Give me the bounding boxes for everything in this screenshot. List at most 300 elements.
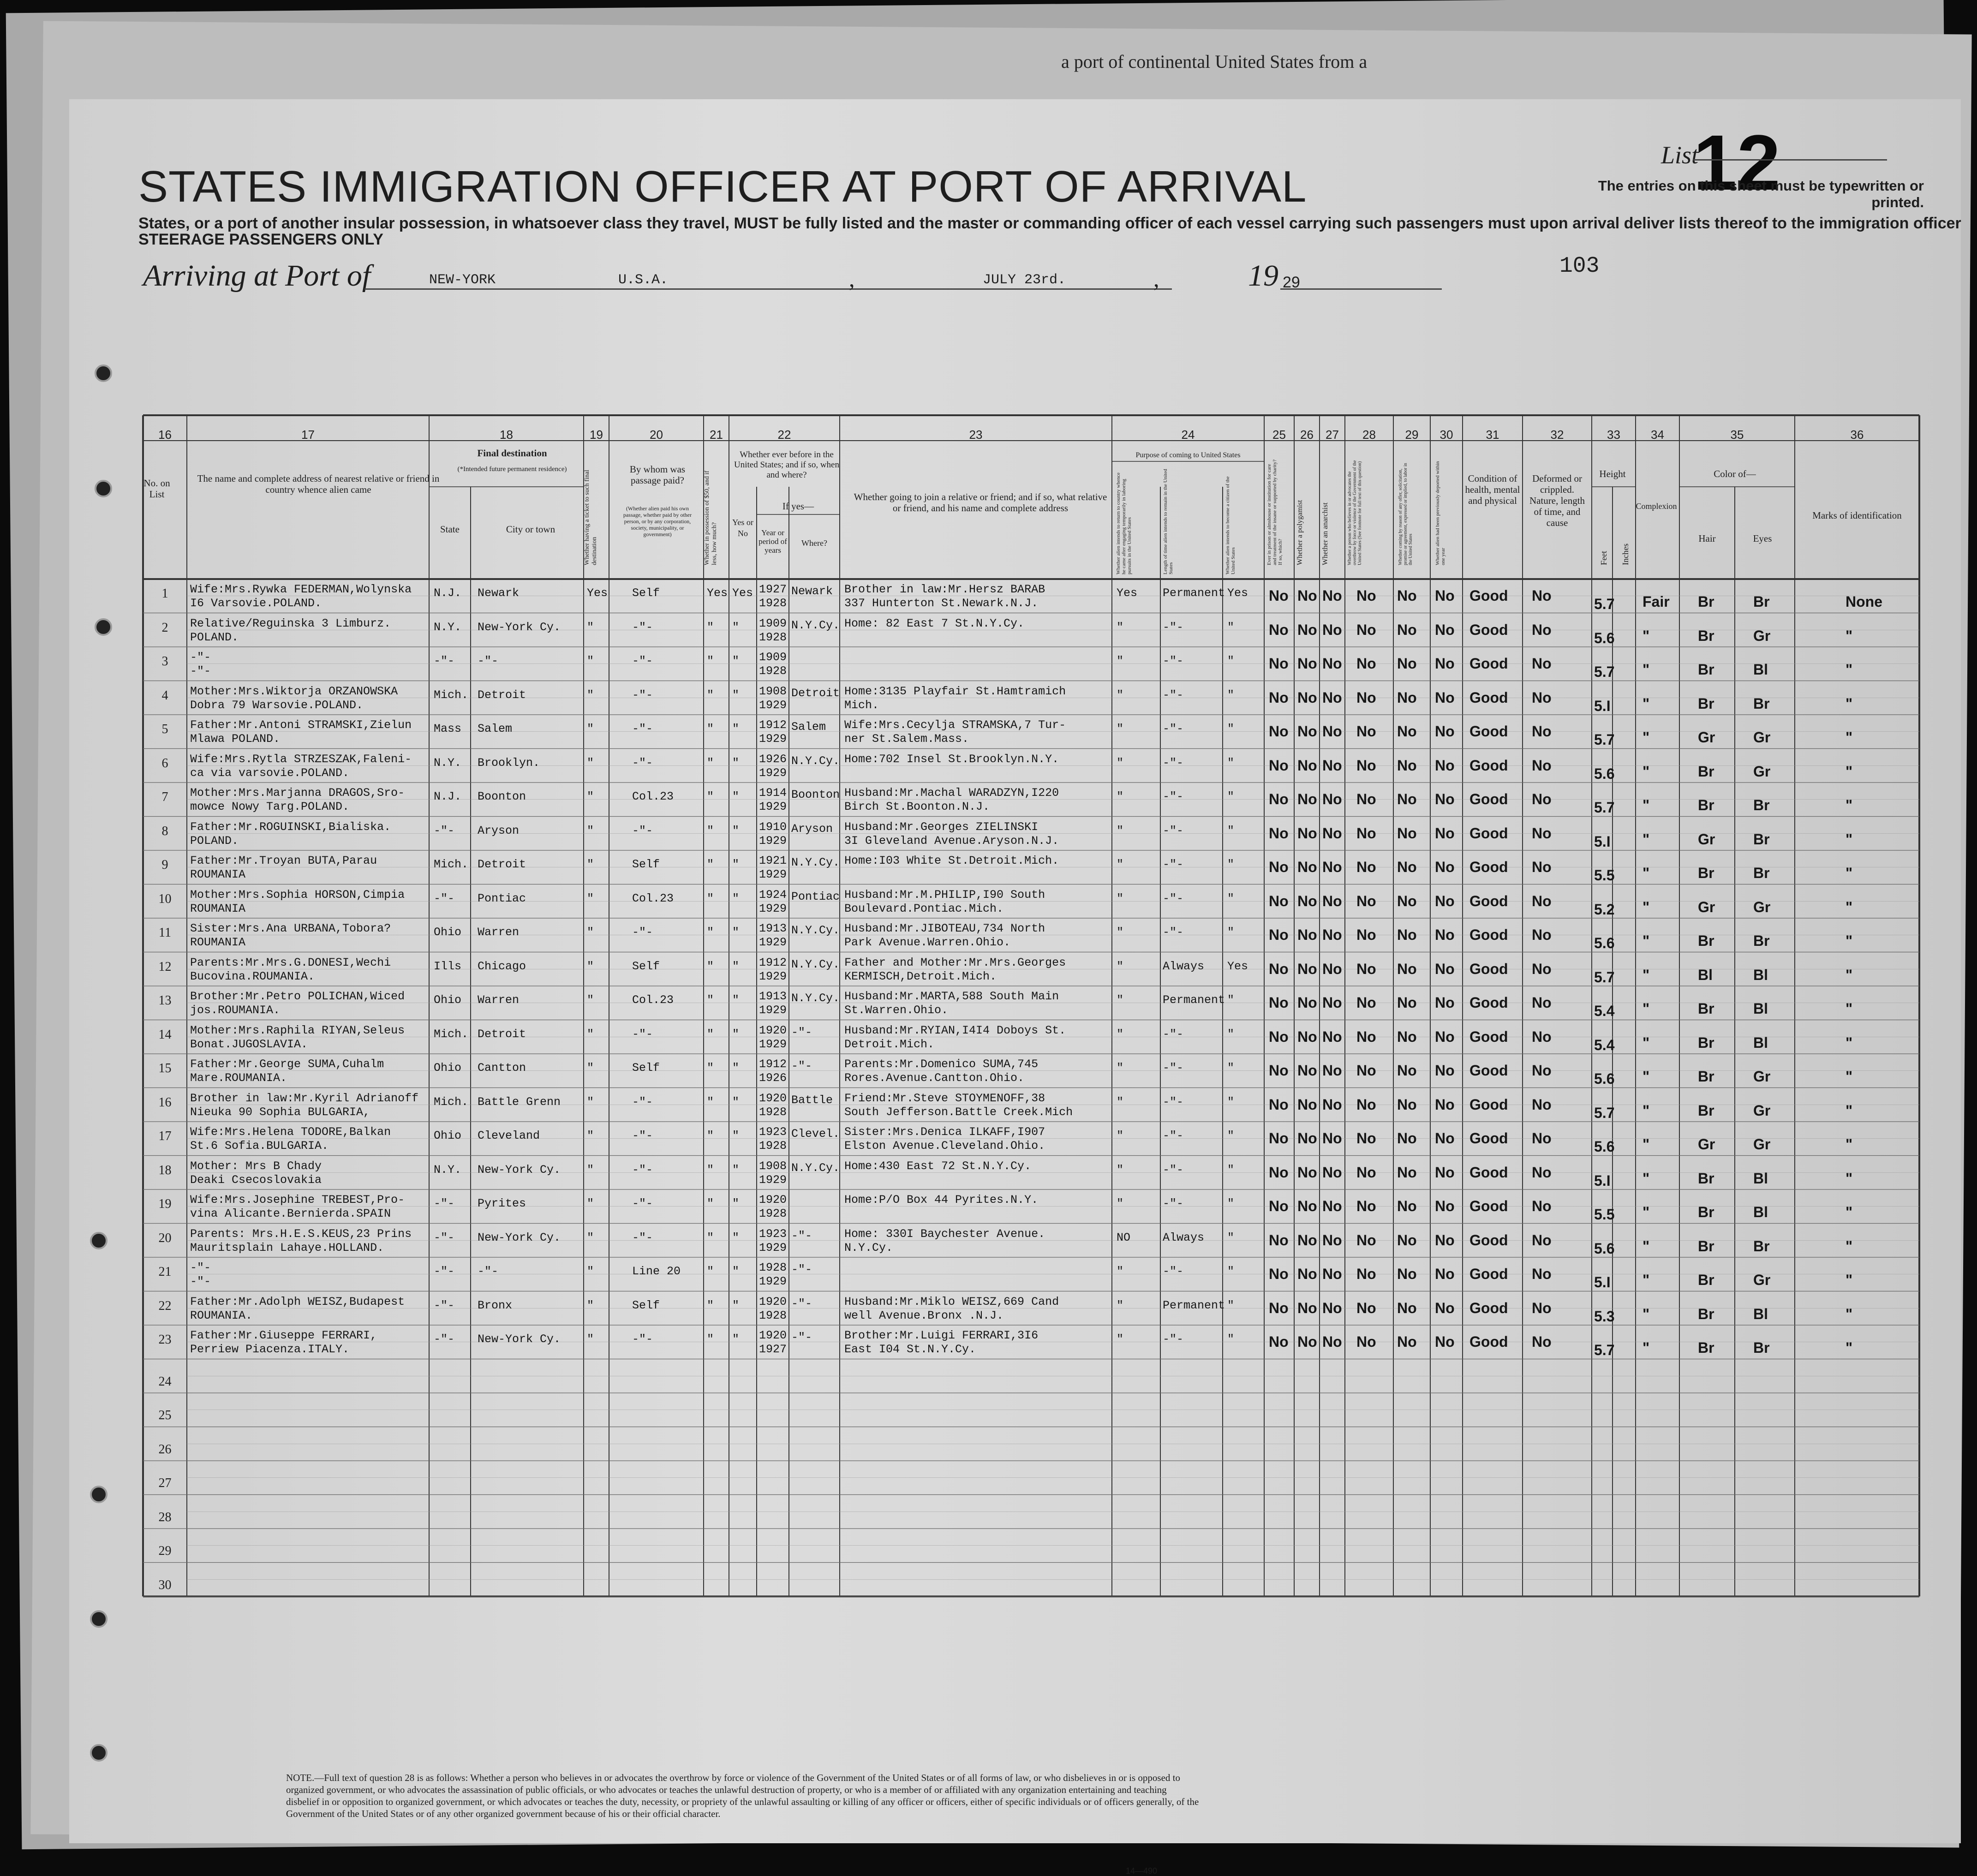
where-cell: N.Y.Cy.	[791, 924, 840, 937]
hair-cell: Br	[1698, 661, 1714, 678]
marks-cell: "	[1846, 1170, 1853, 1187]
answer-c25: No	[1269, 892, 1289, 909]
purpose-return-cell: "	[1117, 756, 1124, 770]
answer-c29: No	[1397, 1333, 1417, 1350]
years-cell: 1926	[759, 1071, 787, 1085]
header-height: Height	[1599, 468, 1626, 479]
joining-cell: Friend:Mr.Steve STOYMENOFF,38	[844, 1091, 1045, 1105]
row-number: 23	[158, 1332, 172, 1347]
relative-address: Mother:Mrs.Sophia HORSON,Cimpia	[190, 888, 405, 902]
purpose-citizen-cell: Yes	[1227, 586, 1248, 600]
purpose-length-cell: -"-	[1163, 790, 1184, 803]
fifty-dollars-cell: "	[707, 1095, 714, 1109]
relative-address: Parents:Mr.Mrs.G.DONESI,Wechi	[190, 956, 391, 969]
answer-c29: No	[1397, 791, 1417, 807]
column-number: 35	[1730, 428, 1744, 442]
joining-cell: Husband:Mr.JIBOTEAU,734 North	[844, 922, 1045, 935]
column-number: 18	[500, 428, 513, 442]
fifty-dollars-cell: "	[707, 654, 714, 668]
years-cell: 1927	[759, 583, 787, 596]
years-cell: 1929	[759, 1275, 787, 1288]
passage-paid-cell: Self	[632, 959, 660, 973]
answer-c26: No	[1297, 1266, 1317, 1282]
deformed-cell: No	[1532, 960, 1552, 977]
passage-paid-cell: Col.23	[632, 891, 674, 905]
state-cell: N.J.	[434, 586, 462, 600]
where-cell: -"-	[791, 1059, 812, 1073]
header-final-destination: Final destination	[477, 448, 547, 459]
answer-c29: No	[1397, 1130, 1417, 1147]
relative-address: I6 Varsovie.POLAND.	[190, 597, 322, 610]
state-cell: -"-	[434, 1231, 455, 1244]
deformed-cell: No	[1532, 1198, 1552, 1214]
answer-c30: No	[1435, 655, 1455, 672]
relative-address: Mother:Mrs.Raphila RIYAN,Seleus	[190, 1023, 405, 1037]
city-cell: -"-	[478, 654, 499, 668]
header-ticket: Whether having a ticket to such final destination	[584, 470, 598, 565]
answer-c25: No	[1269, 1299, 1289, 1316]
header-complexion: Complexion	[1636, 502, 1677, 511]
ticket-cell: "	[587, 1095, 594, 1109]
answer-c27: No	[1322, 1231, 1342, 1249]
country-value: U.S.A.	[618, 272, 669, 288]
deformed-cell: No	[1532, 824, 1552, 842]
relative-address: POLAND.	[190, 834, 239, 848]
relative-address: Father:Mr.Adolph WEISZ,Budapest	[190, 1295, 405, 1308]
height-cell: 5.6	[1594, 1240, 1615, 1257]
passage-paid-cell: -"-	[632, 1231, 653, 1244]
complexion-cell: "	[1643, 966, 1650, 983]
ticket-cell: "	[587, 1298, 594, 1312]
purpose-length-cell: -"-	[1163, 1061, 1184, 1075]
purpose-length-cell: -"-	[1163, 1027, 1184, 1041]
ticket-cell: "	[587, 756, 594, 770]
relative-address: Father:Mr.Troyan BUTA,Parau	[190, 854, 377, 867]
relative-address: Dobra 79 Warsovie.POLAND.	[190, 698, 364, 712]
complexion-cell: "	[1643, 1305, 1650, 1322]
height-cell: 5.7	[1594, 968, 1615, 986]
complexion-cell: "	[1643, 1237, 1650, 1255]
answer-c25: No	[1269, 757, 1289, 774]
answer-c26: No	[1297, 1333, 1317, 1350]
marks-cell: "	[1846, 1136, 1853, 1153]
purpose-citizen-cell: "	[1227, 1095, 1235, 1109]
years-cell: 1909	[759, 651, 787, 664]
fifty-dollars-cell: "	[707, 824, 714, 837]
answer-c27: No	[1322, 1062, 1342, 1079]
city-cell: Warren	[478, 993, 520, 1007]
answer-c30: No	[1435, 859, 1455, 875]
passage-paid-cell: -"-	[632, 620, 653, 634]
answer-c28: No	[1356, 1062, 1376, 1079]
marks-cell: "	[1846, 966, 1853, 983]
answer-c26: No	[1297, 1164, 1317, 1181]
row-number: 26	[158, 1442, 172, 1457]
relative-address: Mlawa POLAND.	[190, 732, 281, 746]
health-cell: Good	[1469, 723, 1508, 740]
complexion-cell: "	[1643, 797, 1650, 813]
deformed-cell: No	[1532, 1028, 1552, 1045]
years-cell: 1920	[759, 1091, 787, 1105]
purpose-return-cell: "	[1117, 1061, 1124, 1075]
relative-address: -"-	[190, 1275, 211, 1288]
purpose-length-cell: -"-	[1163, 756, 1184, 770]
header-q28: Whether a person who believes in or advocates the overthrow by force or violence of the Government of the United States (See footnote for full text of this question)	[1347, 460, 1362, 565]
row-number: 20	[158, 1231, 172, 1245]
fifty-dollars-cell: Yes	[707, 586, 728, 600]
ticket-cell: "	[587, 1163, 594, 1177]
ever-before-cell: "	[732, 959, 740, 973]
purpose-citizen-cell: "	[1227, 858, 1235, 871]
list-label: List	[1661, 141, 1699, 169]
header-city: City or town	[506, 524, 555, 535]
years-cell: 1929	[759, 936, 787, 949]
header-state: State	[440, 524, 460, 535]
instruction-line: States, or a port of another insular possession, in whatsoever class they travel, MUST be fully listed and the master or commanding officer of each vessel carrying such passengers must upon arrival deliver lists thereof to the immigration officer	[138, 215, 1961, 232]
where-cell: Pontiac	[791, 890, 840, 903]
answer-c28: No	[1356, 1028, 1376, 1045]
answer-c26: No	[1297, 859, 1317, 875]
years-cell: 1912	[759, 956, 787, 969]
eyes-cell: Gr	[1753, 1068, 1771, 1085]
eyes-cell: Br	[1753, 695, 1770, 712]
column-number: 33	[1607, 428, 1620, 442]
header-ever-before: Whether ever before in the United States; and if so, when and where?	[734, 450, 839, 480]
deformed-cell: No	[1532, 859, 1552, 875]
answer-c25: No	[1269, 1266, 1289, 1282]
answer-c26: No	[1297, 791, 1317, 807]
manifest-sheet: STATES IMMIGRATION OFFICER AT PORT OF ARRIVAL States, or a port of another insular possession, in whatsoever class they travel, MUST be fully listed and the master or commanding officer of each vessel carrying such passengers must upon arrival deliver lists thereof to the immigration officer STEERAGE PASSENGERS ONLY Arriving at Port of NEW-YORK U.S.A. , JULY 23rd. , 19 29 103 List 12 The entries on this sheet must be typewritten or printed. 16 17 18 19 20 21 22 23 24 25 26 27 28 29 30 31 32 33 34 35 36 No. on List The name and complete address of nearest relative or friend in country whence alien came Final destination (*Intended future permanent residence) State City or town Whether having a ticket to such final destination By whom was passage paid? (Whether alien paid his own passage, whether paid by other person, or by any corporation, society, municipality, or government) Whether in possession of $50, and if less, how much? Whether ever before in the United States; and if so, when and where? Yes or No If yes— Year or period of years Where? Whether going to join a relative or friend; and if so, what relative or friend, and his name and complete address Purpose of coming to United States Whether alien intends to return to country whence he came after engaging temporarily in laboring pursuits in the United States Length of time alien intends to remain in the United States Whether alien intends to become a citizen of the United States Ever in prison or almshouse or institution for care and treatment of the insane or supported by charity? If so, which? Whether a polygamist Whether an anarchist Whether a person who believes in or advocates the overthrow by force or violence of the Government of the United States (See footnote for full text of this question) Whether coming by reason of any offer, solicitation, promise or agreement, expressed or implied, to labor in the United States Whether alien had been previously deported within one year Condition of health, mental and physical Deformed or crippled. Nature, length of time, and cause Height Feet Inches Complexion Color of— Hair Eyes Marks of identification 1 Wife:Mrs.Rywka FEDERMAN,Wolynska I6 Varsovie.POLAND. N.J. Newark Yes Self Yes Yes 1927 1928 Newark Brother in law:Mr.Hersz BARAB 337 Hunterton St.Newark.N.J. Yes Permanent Yes No No No No No No Good No 5.7 Fair Br Br None 2 Relative/Reguinska 3 Limburz. POLAND. N.Y. New-York Cy. " -"- " " 1909 1928 N.Y.Cy. Home: 82 East 7 St.N.Y.Cy. " -"- " No No No No No No Good No 5.6 " Br Gr " 3 -"- -"- -"- -"- " -"- " " 1909 1928 " -"- " No No No No No No Good No 5.7 " Br Bl " 4 Mother:Mrs.Wiktorja ORZANOWSKA Dobra 79 Warsovie.POLAND. Mich. Detroit " -"- " " 1908 1929 Detroit Home:3135 Playfair St.Hamtramich Mich. " -"- " No No No No No No Good No 5.I " Br Br " 5 Father:Mr.Antoni STRAMSKI,Zielun Mlawa POLAND. Mass Salem " -"- " " 1912 1929 Salem Wife:Mrs.Cecylja STRAMSKA,7 Tur- ner St.Salem.Mass. " -"- " No No No No No No Good No 5.7 " Gr Gr " 6 Wife:Mrs.Rytla STRZESZAK,Faleni- ca via varsovie.POLAND. N.Y. Brooklyn. " -"- " " 1926 1929 N.Y.Cy. Home:702 Insel St.Brooklyn.N.Y. " -"- " No No No No No No Good No 5.6 " Br Gr " 7 Mother:Mrs.Marjanna DRAGOS,Sro- mowce Nowy Targ.POLAND. N.J. Boonton " Col.23 " " 1914 1929 Boonton Husband:Mr.Machal WARADZYN,I220 Birch St.Boonton.N.J. " -"- " No No No No No No Good No 5.7 " Br Br " 8 Father:Mr.ROGUINSKI,Bialiska. POLAND. -"- Aryson " -"- " " 1910 1929 Aryson Husband:Mr.Georges ZIELINSKI 3I Gleveland Avenue.Aryson.N.J. " -"- " No No No No No No Good No 5.I " Gr Br " 9 Father:Mr.Troyan BUTA,Parau ROUMANIA Mich. Detroit " Self " " 1921 1929 N.Y.Cy. Home:I03 White St.Detroit.Mich. " -"- " No No No No No No Good No 5.5 " Br Br " 10 Mother:Mrs.Sophia HORSON,Cimpia ROUMANIA -"- Pontiac " Col.23 " " 1924 1929 Pontiac Husband:Mr.M.PHILIP,I90 South Boulevard.Pontiac.Mich. " -"- " No No No No No No Good No 5.2 " Gr Gr " 11 Sister:Mrs.Ana URBANA,Tobora? ROUMANIA Ohio Warren " -"- " " 1913 1929 N.Y.Cy. Husband:Mr.JIBOTEAU,734 North Park Avenue.Warren.Ohio. " -"- " No No No No No No Good No 5.6 " Br Br " 12 Parents:Mr.Mrs.G.DONESI,Wechi Bucovina.ROUMANIA. Ills Chicago " Self " " 1912 1929 N.Y.Cy. Father and Mother:Mr.Mrs.Georges KERMISCH,Detroit.Mich. " Always Yes No No No No No No Good No 5.7 " Bl Bl " 13 Brother:Mr.Petro POLICHAN,Wiced jos.ROUMANIA. Ohio Warren " Col.23 " " 1913 1929 N.Y.Cy. Husband:Mr.MARTA,588 South Main St.Warren.Ohio. " Permanent " No No No No No No Good No 5.4 " Br Bl " 14 Mother:Mrs.Raphila RIYAN,Seleus Bonat.JUGOSLAVIA. Mich. Detroit " -"- " " 1920 1929 -"- Husband:Mr.RYIAN,I4I4 Doboys St. Detroit.Mich. " -"- " No No No No No No Good No 5.4 " Br Bl " 15 Father:Mr.George SUMA,Cuhalm Mare.ROUMANIA. Ohio Cantton " Self " " 1912 1926 -"- Parents:Mr.Domenico SUMA,745 Rores.Avenue.Cantton.Ohio. " -"- " No No No No No No Good No 5.6 " Br Gr " 16 Brother in law:Mr.Kyril Adrianoff Nieuka 90 Sophia BULGARIA, Mich. Battle Grenn " -"- " " 1920 1928 Battle Friend:Mr.Steve STOYMENOFF,38 South Jefferson.Battle Creek.Mich " -"- " No No No No No No Good No 5.7 " Br Gr " 17 Wife:Mrs.Helena TODORE,Balkan St.6 Sofia.BULGARIA. Ohio Cleveland " -"- " " 1923 1928 Clevel. Sister:Mrs.Denica ILKAFF,I907 Elston Avenue.Cleveland.Ohio. " -"- " No No No No No No Good No 5.6 " Gr Gr " 18 Mother: Mrs B Chady Deaki Csecoslovakia N.Y. New-York Cy. " -"- " " 1908 1929 N.Y.Cy. Home:430 East 72 St.N.Y.Cy. " -"- " No No No No No No Good No 5.I " Br Bl " 19 Wife:Mrs.Josephine TREBEST,Pro- vina Alicante.Bernierda.SPAIN -"- Pyrites " -"- " " 1920 1928 Home:P/O Box 44 Pyrites.N.Y. " -"- " No No No No No No Good No 5.5 " Br Bl " 20 Parents: Mrs.H.E.S.KEUS,23 Prins Mauritsplain Lahaye.HOLLAND. -"- New-York Cy. " -"- " " 1923 1929 -"- Home: 330I Baychester Avenue. N.Y.Cy. NO Always " No No No No No No Good No 5.6 " Br Br " 21 -"- -"- -"- -"- " Line 20 " " 1928 1929 -"- " -"- " No No No No No No Good No 5.I " Br Gr " 22 Father:Mr.Adolph WEISZ,Budapest ROUMANIA. -"- Bronx " Self " " 1920 1928 -"- Husband:Mr.Miklo WEISZ,669 Cand well Avenue.Bronx .N.J. " Permanent " No No No No No No Good No 5.3 " Br Bl " 23 Father:Mr.Giuseppe FERRARI, Perriew Piacenza.ITALY. -"- New-York Cy. " -"- " " 1920 1927 -"- Brother:Mr.Luigi FERRARI,3I6 East I04 St.N.Y.Cy. " -"- " No No No No No No Good No 5.7 " Br Br " 24 25 26 27 28 29 30 NOTE.—Full text of question 28 is as follows: Whether a person who believes in or advocates the overthrow by force or violence of the Government of the United States or of all forms of law, or who disbelieves in or is opposed to organized government, or who advocates the assassination of public officials, or who advocates or teaches the unlawful destruction of property, or who is a member of or affiliated with any organization entertaining and teaching disbelief in or opposition to organized government, or which advocates or teaches the duty, necessity, or propriety of the unlawful assaulting or killing of any officer or officers, either of specific individuals or of officers generally, of the Government of the United States or of any other organized government because of his or their official character. 14—490	[69, 99, 1961, 1843]
hair-cell: Br	[1698, 593, 1714, 610]
passage-paid-cell: Col.23	[632, 993, 674, 1007]
relative-address: vina Alicante.Bernierda.SPAIN	[190, 1207, 391, 1220]
answer-c28: No	[1356, 1333, 1376, 1350]
joining-cell: Husband:Mr.Miklo WEISZ,669 Cand	[844, 1295, 1059, 1308]
complexion-cell: "	[1643, 898, 1650, 915]
answer-c29: No	[1397, 621, 1417, 638]
joining-cell: Boulevard.Pontiac.Mich.	[844, 902, 1004, 915]
row-number: 16	[158, 1095, 172, 1110]
answer-c29: No	[1397, 960, 1417, 977]
state-cell: N.Y.	[434, 756, 462, 770]
ticket-cell: "	[587, 790, 594, 803]
joining-cell: Husband:Mr.Georges ZIELINSKI	[844, 820, 1039, 834]
purpose-length-cell: -"-	[1163, 1095, 1184, 1109]
purpose-return-cell: "	[1117, 959, 1124, 973]
years-cell: 1929	[759, 834, 787, 848]
health-cell: Good	[1469, 1266, 1508, 1282]
city-cell: Detroit	[478, 1027, 526, 1041]
answer-c30: No	[1435, 1096, 1455, 1113]
ever-before-cell: "	[732, 756, 740, 770]
purpose-citizen-cell: "	[1227, 756, 1235, 770]
header-purpose-a: Whether alien intends to return to country whence he came after engaging temporarily in laboring pursuits in the United States	[1116, 472, 1132, 574]
deformed-cell: No	[1532, 723, 1552, 740]
eyes-cell: Br	[1753, 830, 1770, 848]
deformed-cell: No	[1532, 587, 1552, 604]
years-cell: 1929	[759, 1173, 787, 1187]
row-number: 7	[161, 790, 168, 804]
answer-c25: No	[1269, 621, 1289, 638]
purpose-return-cell: "	[1117, 858, 1124, 871]
header-passage: By whom was passage paid?	[629, 464, 686, 486]
relative-address: ROUMANIA	[190, 936, 246, 949]
joining-cell: Mich.	[844, 698, 879, 712]
relative-address: Mare.ROUMANIA.	[190, 1071, 287, 1085]
state-cell: N.J.	[434, 790, 462, 803]
city-cell: -"-	[478, 1265, 499, 1278]
health-cell: Good	[1469, 1164, 1508, 1181]
state-cell: Mich.	[434, 1095, 469, 1109]
eyes-cell: Bl	[1753, 966, 1768, 983]
row-number: 17	[158, 1129, 172, 1143]
answer-c25: No	[1269, 655, 1289, 672]
deformed-cell: No	[1532, 994, 1552, 1011]
eyes-cell: Bl	[1753, 1204, 1768, 1220]
ever-before-cell: "	[732, 688, 740, 702]
marks-cell: "	[1846, 695, 1853, 712]
city-cell: Warren	[478, 926, 520, 939]
ticket-cell: "	[587, 926, 594, 939]
state-cell: -"-	[434, 1197, 455, 1210]
relative-address: Father:Mr.George SUMA,Cuhalm	[190, 1057, 384, 1071]
ticket-cell: "	[587, 1231, 594, 1244]
relative-address: ROUMANIA.	[190, 1308, 253, 1322]
row-number: 3	[161, 654, 168, 669]
answer-c25: No	[1269, 994, 1289, 1011]
purpose-citizen-cell: "	[1227, 1231, 1235, 1244]
answer-c27: No	[1322, 791, 1342, 807]
years-cell: 1912	[759, 1057, 787, 1071]
answer-c30: No	[1435, 1266, 1455, 1282]
hair-cell: Br	[1698, 797, 1714, 813]
marks-cell: "	[1846, 932, 1853, 949]
purpose-citizen-cell: "	[1227, 1061, 1235, 1075]
answer-c30: No	[1435, 1130, 1455, 1147]
height-cell: 5.7	[1594, 596, 1615, 612]
column-number: 32	[1550, 428, 1564, 442]
fifty-dollars-cell: "	[707, 1061, 714, 1075]
row-number: 15	[158, 1061, 172, 1075]
list-note: The entries on this sheet must be typewritten or printed.	[1598, 178, 1924, 210]
relative-address: Nieuka 90 Sophia BULGARIA,	[190, 1105, 370, 1119]
ever-before-cell: "	[732, 722, 740, 735]
back-sheet-fragment: a port of continental United States from a	[1061, 51, 1368, 72]
purpose-length-cell: -"-	[1163, 1332, 1184, 1346]
header-purpose-c: Whether alien intends to become a citizen of the United States	[1225, 476, 1236, 574]
fifty-dollars-cell: "	[707, 993, 714, 1007]
height-cell: 5.I	[1594, 833, 1611, 850]
purpose-citizen-cell: "	[1227, 1298, 1235, 1312]
where-cell: N.Y.Cy.	[791, 957, 840, 971]
column-number: 16	[158, 428, 172, 442]
answer-c30: No	[1435, 791, 1455, 807]
height-cell: 5.4	[1594, 1003, 1615, 1019]
joining-cell: Brother in law:Mr.Hersz BARAB	[844, 583, 1045, 596]
answer-c27: No	[1322, 689, 1342, 706]
purpose-length-cell: -"-	[1163, 722, 1184, 735]
state-cell: N.Y.	[434, 620, 462, 634]
passage-paid-cell: -"-	[632, 1163, 653, 1177]
answer-c29: No	[1397, 892, 1417, 909]
complexion-cell: "	[1643, 1204, 1650, 1220]
header-deformed: Deformed or crippled. Nature, length of time, and cause	[1529, 473, 1585, 528]
hair-cell: Br	[1698, 1237, 1714, 1255]
header-feet: Feet	[1599, 551, 1608, 565]
deformed-cell: No	[1532, 1130, 1552, 1147]
joining-cell: Father and Mother:Mr.Mrs.Georges	[844, 956, 1066, 969]
answer-c29: No	[1397, 689, 1417, 706]
ticket-cell: "	[587, 1265, 594, 1278]
hair-cell: Br	[1698, 865, 1714, 881]
joining-cell: Rores.Avenue.Cantton.Ohio.	[844, 1071, 1025, 1085]
answer-c30: No	[1435, 994, 1455, 1011]
answer-c29: No	[1397, 1164, 1417, 1181]
years-cell: 1929	[759, 868, 787, 881]
complexion-cell: "	[1643, 1102, 1650, 1119]
relative-address: -"-	[190, 1261, 211, 1274]
purpose-length-cell: Permanent	[1163, 1298, 1225, 1312]
ever-before-cell: "	[732, 654, 740, 668]
relative-address: Mauritsplain Lahaye.HOLLAND.	[190, 1241, 384, 1255]
purpose-return-cell: "	[1117, 1027, 1124, 1041]
fifty-dollars-cell: "	[707, 1231, 714, 1244]
purpose-return-cell: NO	[1117, 1231, 1131, 1244]
ever-before-cell: "	[732, 1129, 740, 1142]
relative-address: Wife:Mrs.Rywka FEDERMAN,Wolynska	[190, 583, 412, 596]
years-cell: 1929	[759, 766, 787, 780]
ever-before-cell: "	[732, 620, 740, 634]
joining-cell: KERMISCH,Detroit.Mich.	[844, 969, 997, 983]
answer-c30: No	[1435, 1333, 1455, 1350]
row-number: 28	[158, 1510, 172, 1524]
purpose-return-cell: "	[1117, 722, 1124, 735]
passage-paid-cell: Self	[632, 1298, 660, 1312]
passage-paid-cell: Self	[632, 858, 660, 871]
ever-before-cell: "	[732, 858, 740, 871]
header-where: Where?	[801, 538, 827, 548]
joining-cell: Home:430 East 72 St.N.Y.Cy.	[844, 1159, 1032, 1173]
relative-address: Father:Mr.Antoni STRAMSKI,Zielun	[190, 718, 412, 732]
header-eyes: Eyes	[1753, 533, 1772, 544]
where-cell: Battle	[791, 1093, 833, 1107]
relative-address: Bucovina.ROUMANIA.	[190, 969, 315, 983]
binder-hole	[90, 1744, 108, 1762]
city-cell: Battle Grenn	[478, 1095, 561, 1109]
binder-hole	[95, 364, 112, 382]
fifty-dollars-cell: "	[707, 959, 714, 973]
joining-cell: Husband:Mr.MARTA,588 South Main	[844, 990, 1059, 1003]
relative-address: mowce Nowy Targ.POLAND.	[190, 800, 350, 813]
where-cell: -"-	[791, 1263, 812, 1276]
answer-c25: No	[1269, 1198, 1289, 1214]
marks-cell: None	[1846, 593, 1882, 610]
answer-c25: No	[1269, 824, 1289, 842]
deformed-cell: No	[1532, 1096, 1552, 1113]
answer-c25: No	[1269, 791, 1289, 807]
city-cell: Cleveland	[478, 1129, 540, 1142]
fifty-dollars-cell: "	[707, 1332, 714, 1346]
column-number: 27	[1326, 428, 1339, 442]
where-cell: Clevel.	[791, 1127, 840, 1141]
relative-address: Relative/Reguinska 3 Limburz.	[190, 616, 391, 630]
deformed-cell: No	[1532, 655, 1552, 672]
answer-c28: No	[1356, 859, 1376, 875]
binder-hole	[95, 618, 112, 636]
hair-cell: Br	[1698, 1339, 1714, 1356]
header-fifty: Whether in possession of $50, and if less, how much?	[704, 471, 718, 565]
state-cell: -"-	[434, 891, 455, 905]
fifty-dollars-cell: "	[707, 858, 714, 871]
years-cell: 1920	[759, 1023, 787, 1037]
ticket-cell: "	[587, 654, 594, 668]
passage-paid-cell: -"-	[632, 722, 653, 735]
joining-cell: N.Y.Cy.	[844, 1241, 893, 1255]
column-number: 17	[301, 428, 315, 442]
answer-c25: No	[1269, 960, 1289, 977]
eyes-cell: Bl	[1753, 661, 1768, 678]
answer-c28: No	[1356, 689, 1376, 706]
years-cell: 1929	[759, 902, 787, 915]
eyes-cell: Gr	[1753, 627, 1771, 644]
fifty-dollars-cell: "	[707, 1265, 714, 1278]
answer-c26: No	[1297, 655, 1317, 672]
deformed-cell: No	[1532, 1231, 1552, 1249]
state-cell: -"-	[434, 824, 455, 837]
purpose-length-cell: -"-	[1163, 926, 1184, 939]
ever-before-cell: "	[732, 1061, 740, 1075]
page-title: STATES IMMIGRATION OFFICER AT PORT OF ARRIVAL	[138, 162, 1307, 211]
answer-c25: No	[1269, 587, 1289, 604]
purpose-return-cell: "	[1117, 620, 1124, 634]
marks-cell: "	[1846, 1000, 1853, 1017]
years-cell: 1928	[759, 630, 787, 644]
deformed-cell: No	[1532, 1333, 1552, 1350]
answer-c26: No	[1297, 1096, 1317, 1113]
health-cell: Good	[1469, 791, 1508, 807]
column-number: 20	[650, 428, 663, 442]
row-number: 30	[158, 1577, 172, 1592]
row-number: 6	[161, 756, 168, 771]
eyes-cell: Gr	[1753, 763, 1771, 780]
relative-address: Wife:Mrs.Helena TODORE,Balkan	[190, 1125, 391, 1139]
state-cell: -"-	[434, 1332, 455, 1346]
answer-c26: No	[1297, 1231, 1317, 1249]
passage-paid-cell: -"-	[632, 1197, 653, 1210]
row-number: 11	[159, 926, 171, 940]
purpose-return-cell: "	[1117, 688, 1124, 702]
purpose-length-cell: -"-	[1163, 1265, 1184, 1278]
health-cell: Good	[1469, 1130, 1508, 1147]
health-cell: Good	[1469, 655, 1508, 672]
answer-c26: No	[1297, 960, 1317, 977]
answer-c29: No	[1397, 1266, 1417, 1282]
joining-cell: Wife:Mrs.Cecylja STRAMSKA,7 Tur-	[844, 718, 1066, 732]
answer-c28: No	[1356, 1231, 1376, 1249]
answer-c25: No	[1269, 1333, 1289, 1350]
purpose-citizen-cell: "	[1227, 1265, 1235, 1278]
header-no-on-list: No. on List	[143, 478, 170, 500]
deformed-cell: No	[1532, 621, 1552, 638]
hair-cell: Br	[1698, 1272, 1714, 1288]
city-cell: New-York Cy.	[478, 1332, 561, 1346]
answer-c29: No	[1397, 1299, 1417, 1316]
complexion-cell: "	[1643, 830, 1650, 848]
ticket-cell: "	[587, 620, 594, 634]
purpose-return-cell: Yes	[1117, 586, 1138, 600]
hair-cell: Gr	[1698, 1136, 1715, 1153]
height-cell: 5.7	[1594, 663, 1615, 680]
